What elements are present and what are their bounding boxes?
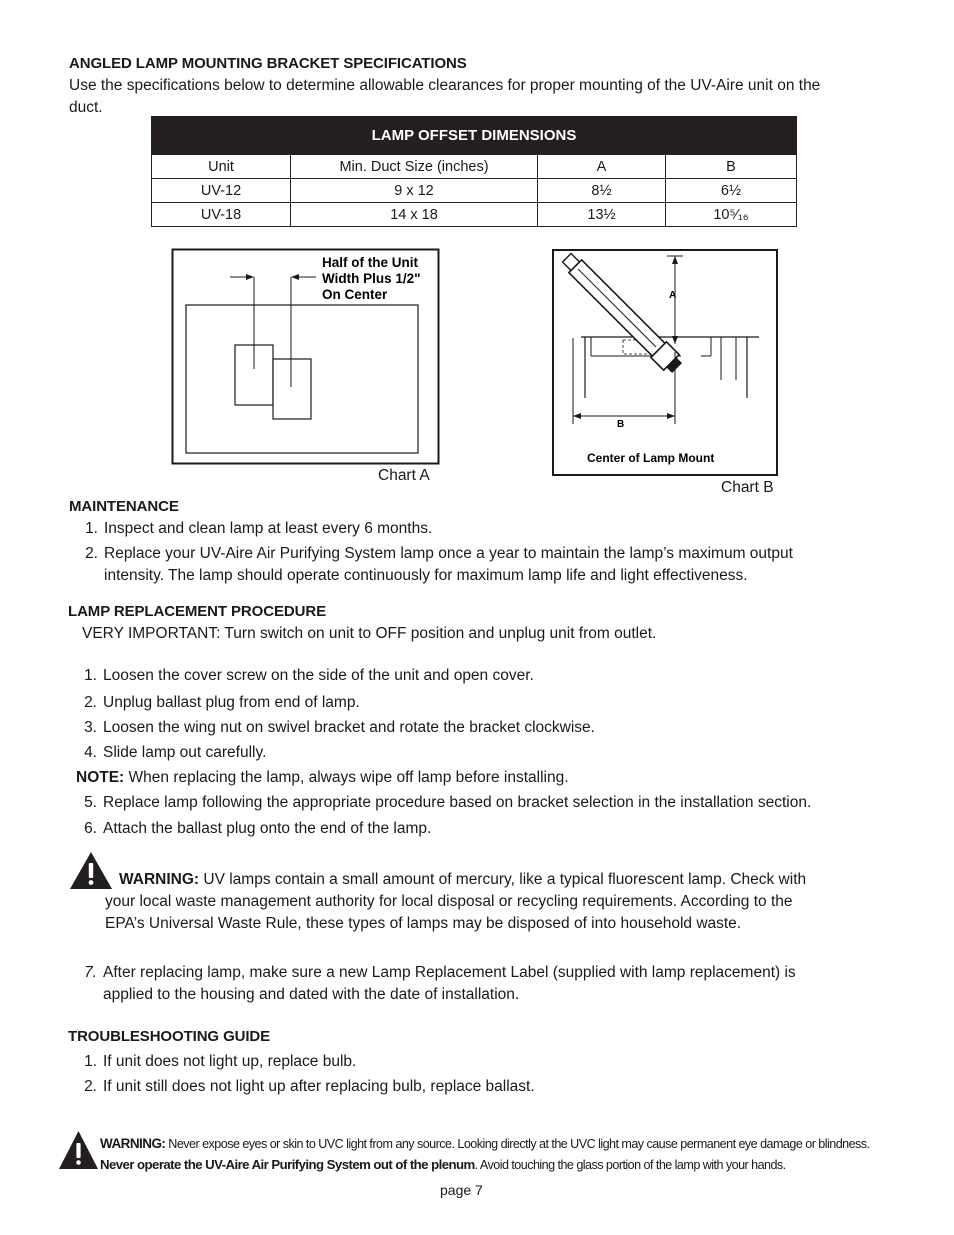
lamp-offset-table bbox=[151, 116, 797, 227]
column-header-a: A bbox=[538, 155, 666, 179]
table-header-row bbox=[152, 155, 797, 179]
step-number: 1. bbox=[84, 667, 97, 684]
page-number: page 7 bbox=[440, 1182, 483, 1198]
step-number: 3. bbox=[84, 719, 97, 736]
table-cell: 6½ bbox=[666, 179, 797, 203]
table-cell: 9 x 12 bbox=[291, 179, 538, 203]
column-header-unit: Unit bbox=[152, 155, 291, 179]
troubleshooting-item-text: If unit does not light up, replace bulb. bbox=[103, 1053, 357, 1070]
mercury-warning-label: WARNING: bbox=[119, 871, 200, 888]
replacement-heading: LAMP REPLACEMENT PROCEDURE bbox=[68, 603, 326, 620]
column-header-b: B bbox=[666, 155, 797, 179]
chart-b-label-b: B bbox=[617, 419, 625, 430]
step-number: 2. bbox=[84, 694, 97, 711]
mercury-warning-text: UV lamps contain a small amount of mercury, like a typical fluorescent lamp. Check with bbox=[203, 871, 807, 888]
mercury-warning-line-1 bbox=[119, 869, 806, 891]
chart-a-caption: Chart A bbox=[378, 467, 430, 484]
column-header-min-duct-size: Min. Duct Size (inches) bbox=[291, 155, 538, 179]
warning-triangle-icon bbox=[69, 851, 113, 890]
note-text: When replacing the lamp, always wipe off lamp before installing. bbox=[128, 769, 569, 786]
step-text: Replace lamp following the appropriate procedure based on bracket selection in the installation section. bbox=[103, 794, 812, 811]
maintenance-item-number: 2. bbox=[85, 545, 98, 562]
chart-b-label-a: A bbox=[669, 290, 677, 301]
table-cell: 8½ bbox=[538, 179, 666, 203]
table-cell: 13½ bbox=[538, 203, 666, 227]
uvc-warning-label: WARNING: bbox=[100, 1136, 166, 1151]
maintenance-item-number: 1. bbox=[85, 520, 98, 537]
troubleshooting-item-number: 1. bbox=[84, 1053, 97, 1070]
chart-b-caption: Chart B bbox=[721, 479, 774, 496]
step-number: 4. bbox=[84, 744, 97, 761]
chart-a-label-line-3: On Center bbox=[322, 287, 388, 302]
table-cell: 10⁵⁄₁₆ bbox=[666, 203, 797, 227]
bracket-intro-line-2: duct. bbox=[69, 99, 103, 116]
mercury-warning-line-2: your local waste management authority for local disposal or recycling requirements. According to the bbox=[105, 893, 793, 910]
chart-a-diagram bbox=[170, 247, 442, 467]
uvc-warning-line-2 bbox=[100, 1154, 786, 1176]
troubleshooting-item-number: 2. bbox=[84, 1078, 97, 1095]
step-text: Loosen the wing nut on swivel bracket and rotate the bracket clockwise. bbox=[103, 719, 595, 736]
warning-triangle-icon bbox=[58, 1130, 99, 1170]
step-number: 5. bbox=[84, 794, 97, 811]
note-label: NOTE: bbox=[76, 769, 125, 786]
table-cell: UV-12 bbox=[152, 179, 291, 203]
table-cell: 14 x 18 bbox=[291, 203, 538, 227]
table-row bbox=[152, 179, 797, 203]
step-text: After replacing lamp, make sure a new Lamp Replacement Label (supplied with lamp replacement) is bbox=[103, 964, 796, 981]
table-row bbox=[152, 203, 797, 227]
step-number: 6. bbox=[84, 820, 97, 837]
troubleshooting-item-text: If unit still does not light up after replacing bulb, replace ballast. bbox=[103, 1078, 535, 1095]
troubleshooting-heading: TROUBLESHOOTING GUIDE bbox=[68, 1028, 271, 1045]
step-text: Unplug ballast plug from end of lamp. bbox=[103, 694, 360, 711]
maintenance-heading: MAINTENANCE bbox=[69, 498, 179, 515]
step-text: applied to the housing and dated with the date of installation. bbox=[103, 986, 520, 1003]
table-cell: UV-18 bbox=[152, 203, 291, 227]
uvc-warning-bold-text: Never operate the UV-Aire Air Purifying System out of the plenum bbox=[100, 1157, 475, 1172]
replacement-important-note: VERY IMPORTANT: Turn switch on unit to OFF position and unplug unit from outlet. bbox=[82, 625, 657, 642]
step-text: Loosen the cover screw on the side of the unit and open cover. bbox=[103, 667, 534, 684]
uvc-warning-text: Never expose eyes or skin to UVC light from any source. Looking directly at the UVC light may cause permanent eye damage or blindness. bbox=[168, 1137, 870, 1151]
chart-a-label-line-1: Half of the Unit bbox=[322, 255, 418, 270]
uvc-warning-rest-text: . Avoid touching the glass portion of the lamp with your hands. bbox=[474, 1158, 786, 1172]
step-text: Attach the ballast plug onto the end of the lamp. bbox=[103, 820, 432, 837]
maintenance-item-text: intensity. The lamp should operate continuously for maximum lamp life and light effectiveness. bbox=[104, 567, 748, 584]
step-text: Slide lamp out carefully. bbox=[103, 744, 267, 761]
bracket-section-heading: ANGLED LAMP MOUNTING BRACKET SPECIFICATIONS bbox=[69, 55, 467, 72]
step-number: 7. bbox=[84, 964, 97, 981]
maintenance-item-text: Replace your UV-Aire Air Purifying System lamp once a year to maintain the lamp’s maximum output bbox=[104, 545, 793, 562]
uvc-warning-line-1 bbox=[100, 1133, 870, 1155]
chart-b-bottom-label: Center of Lamp Mount bbox=[587, 451, 715, 465]
maintenance-item-text: Inspect and clean lamp at least every 6 months. bbox=[104, 520, 433, 537]
bracket-intro-line-1: Use the specifications below to determine allowable clearances for proper mounting of the UV-Aire unit on the bbox=[69, 77, 821, 94]
mercury-warning-line-3: EPA’s Universal Waste Rule, these types of lamps may be disposed of into household waste. bbox=[105, 915, 742, 932]
lamp-offset-table-title: LAMP OFFSET DIMENSIONS bbox=[152, 117, 797, 155]
chart-a-label-line-2: Width Plus 1/2" bbox=[322, 271, 421, 286]
chart-b-diagram bbox=[551, 248, 779, 478]
note-line bbox=[76, 767, 569, 789]
